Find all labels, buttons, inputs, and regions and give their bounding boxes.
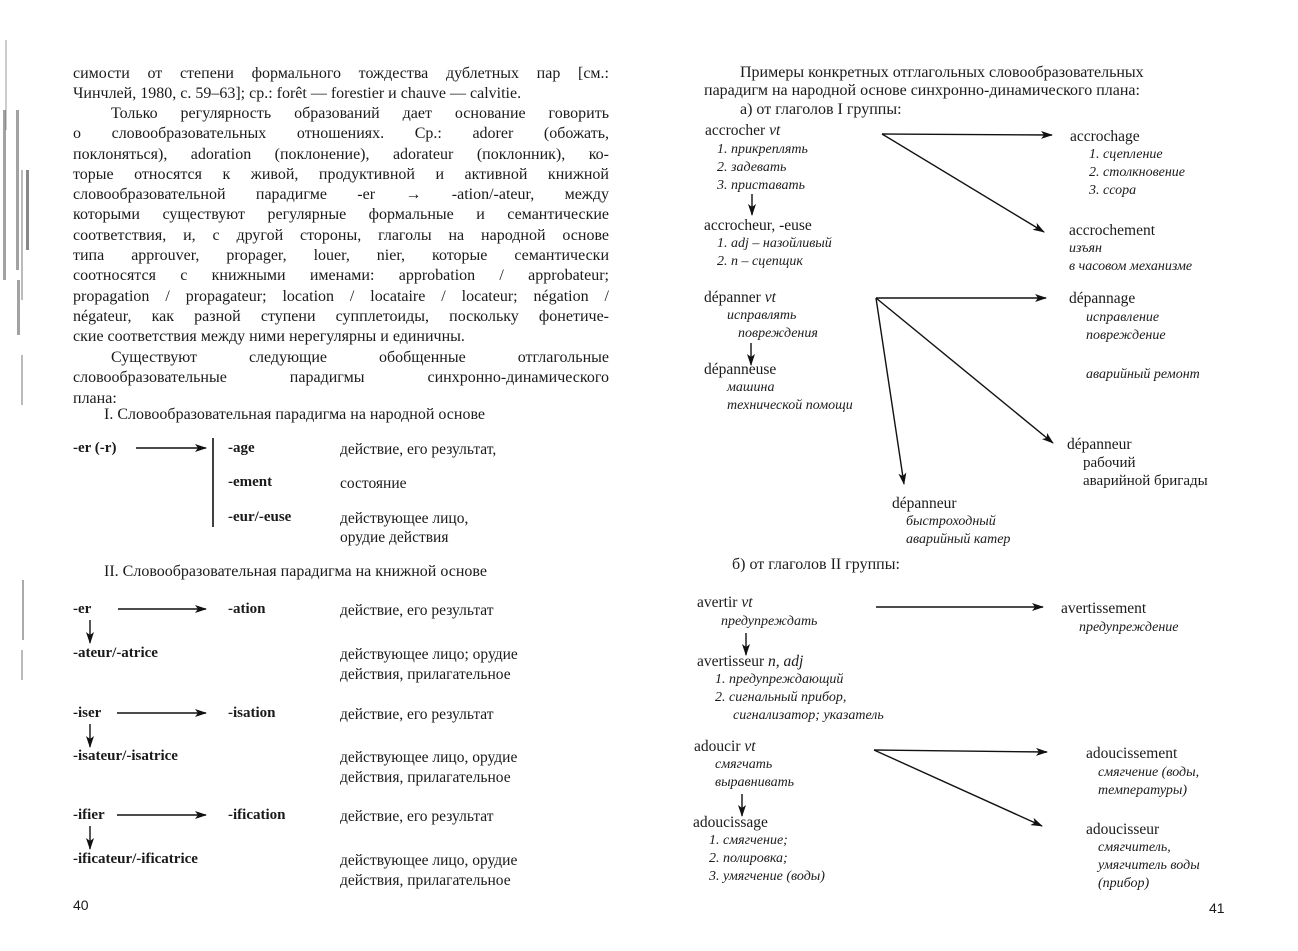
paradigm-1-meaning: действие, его результат, [340,441,497,458]
paradigm-1-title: I. Словообразовательная парадигма на народной основе [104,406,486,423]
sense: быстроходный [906,514,996,529]
derived-word: dépanneur [1067,436,1132,453]
headword: dépanner vt [704,289,776,306]
group-a-heading: а) от глаголов I группы: [740,101,902,118]
paradigm-2-agent-suffix: -ateur/-atrice [73,645,158,661]
sense: 1. предупреждающий [715,672,844,687]
sense: 3. ссора [1089,183,1137,198]
headword: accrocher vt [705,122,781,139]
sense: смягчитель, [1098,840,1171,855]
paradigm-1-suffix: -eur/-euse [228,509,292,525]
paragraph-regularity [73,104,609,348]
sense: машина [727,380,775,395]
paradigm-2-base: -iser [73,705,102,721]
paradigm-1-suffix: -age [228,440,255,456]
text-line: соответствия, и, с другой стороны, глаголы на народной основе [73,226,609,244]
paradigm-1-meaning: действующее лицо, [340,510,469,527]
sense: в часовом механизме [1069,259,1193,274]
derived-word: accrochage [1070,128,1140,145]
sense: технической помощи [727,398,853,413]
sense: температуры) [1098,783,1188,798]
group-b-heading: б) от глаголов II группы: [732,556,900,573]
right-page [649,0,1298,951]
page-number: 41 [1209,900,1225,916]
text-line: симости от степени формального тождества дублетных пар [см.: [73,65,609,82]
sense: 3. приставать [717,178,805,193]
sense: 1. смягчение; [709,833,788,848]
sense: повреждение [1086,328,1166,343]
headword: adoucir vt [694,738,756,755]
paradigm-1-suffix: -ement [228,474,273,490]
derived-word: dépannage [1069,290,1136,307]
paradigm-2-action-suffix: -isation [228,705,276,721]
sense: исправлять [727,308,797,323]
sense: исправление [1086,310,1160,325]
paradigm-1-base: -er (-r) [73,440,117,456]
paradigm-2-agent-meaning: действия, прилагательное [340,872,511,889]
sense: (прибор) [1098,876,1150,891]
derived-word: adoucissage [693,814,768,831]
headword: avertir vt [697,594,753,611]
text-line: словообразовательной парадигме -er → -ation/-ateur, между [73,186,609,204]
paradigm-2-agent-meaning: действующее лицо, орудие [340,749,518,766]
sense: аварийной бригады [1083,473,1208,489]
sense: смягчение (воды, [1098,765,1200,780]
text-line: соотносятся с книжными именами: approbation / approbateur; [73,267,609,285]
derived-word: adoucisseur [1086,821,1160,838]
derived-word: dépanneur [892,495,957,512]
sense: 2. задевать [717,160,787,175]
derived-word: adoucissement [1086,745,1178,762]
intro-line: парадигм на народной основе синхронно-динамического плана: [704,82,1140,99]
sense: 3. умягчение (воды) [709,869,825,884]
sense: 1. сцепление [1089,147,1163,162]
paradigm-2-action-suffix: -ification [228,807,286,823]
sense: умягчитель воды [1098,858,1200,873]
sense: аварийный катер [906,532,1011,547]
paradigm-2-action-suffix: -ation [228,601,266,617]
intro-line: Примеры конкретных отглагольных словообразовательных [740,64,1144,81]
paradigm-1-meaning: орудие действия [340,529,449,546]
paradigm-2-agent-meaning: действия, прилагательное [340,769,511,786]
sense: 2. сигнальный прибор, [715,690,847,705]
paradigm-2-action-meaning: действие, его результат [340,706,494,723]
derived-word: avertisseur n, adj [697,653,804,670]
text-line: торые относятся к живой, продуктивной и активной книжной [73,165,609,183]
sense: 2. столкновение [1089,165,1186,180]
sense: выравнивать [715,775,795,790]
text-line: Существуют следующие обобщенные отглагольные [111,349,609,366]
sense: смягчать [715,757,773,772]
text-line: propagation / propagateur; location / locataire / locateur; négation / [73,287,609,305]
paradigm-2-agent-suffix: -isateur/-isatrice [73,748,178,764]
derived-word: dépanneuse [704,361,777,378]
text-line: поклоняться), adoration (поклонение), adorateur (поклонник), ко- [73,145,609,163]
text-line: типа approuver, propager, louer, nier, которые семантически [73,247,609,265]
text-line: которыми существуют регулярные формальные и семантические [73,206,609,224]
sense: 2. полировка; [709,851,788,866]
paradigm-2-action-meaning: действие, его результат [340,602,494,619]
text-line: Только регулярность образований дает основание говорить [111,105,609,122]
paradigm-2-base: -ifier [73,807,105,823]
sense: изъян [1069,241,1102,256]
derived-word: avertissement [1061,600,1147,617]
paradigm-2-agent-meaning: действующее лицо; орудие [340,646,518,663]
derived-word: accrocheur, -euse [704,217,812,234]
paradigm-2-agent-meaning: действия, прилагательное [340,666,511,683]
sense: рабочий [1083,455,1136,471]
text-line: о словообразовательных отношениях. Ср.: adorer (обожать, [73,125,609,143]
paragraph-continuation [73,64,609,105]
paragraph-paradigms [73,348,609,409]
sense: предупреждение [1079,620,1179,635]
derived-word: accrochement [1069,222,1156,239]
paradigm-2-base: -er [73,601,92,617]
sense: 2. n – сцепщик [717,254,803,269]
text-line: плана: [73,389,117,407]
paradigm-2-title: II. Словообразовательная парадигма на книжной основе [104,563,487,580]
paradigm-2-agent-suffix: -ificateur/-ificatrice [73,851,198,867]
text-line: négateur, как разной ступени супплетоиды, поскольку фонетиче- [73,307,609,325]
text-line: словообразовательные парадигмы синхронно-динамического [73,369,609,387]
text-line: ские соответствия между ними нерегулярны и единичны. [73,328,465,346]
sense: сигнализатор; указатель [733,708,884,723]
paradigm-1-meaning: состояние [340,475,407,492]
paradigm-2-agent-meaning: действующее лицо, орудие [340,852,518,869]
sense: повреждения [738,326,818,341]
sense: 1. прикреплять [717,142,808,157]
paradigm-2-action-meaning: действие, его результат [340,808,494,825]
sense: аварийный ремонт [1086,367,1200,382]
sense: предупреждать [721,614,818,629]
text-line: Чинчлей, 1980, с. 59–63]; ср.: forêt — forestier и chauve — calvitie. [73,85,522,103]
page-number: 40 [73,897,89,913]
sense: 1. adj – назойливый [717,236,832,251]
